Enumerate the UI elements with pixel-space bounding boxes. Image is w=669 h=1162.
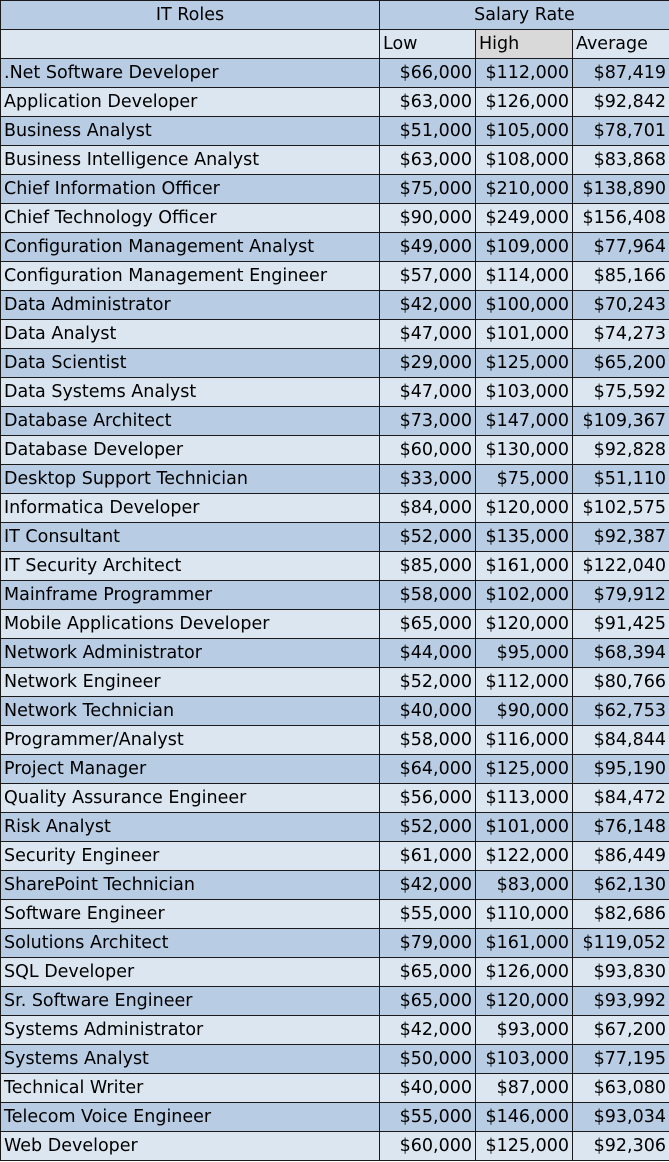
- high-cell: $112,000: [476, 668, 573, 697]
- table-row: [1, 813, 669, 842]
- blank-header-cell: [1, 30, 380, 59]
- average-cell: $93,830: [573, 958, 669, 987]
- average-cell: $86,449: [573, 842, 669, 871]
- high-cell: $130,000: [476, 436, 573, 465]
- low-cell: $40,000: [380, 1074, 476, 1103]
- role-cell: Business Analyst: [1, 117, 380, 146]
- low-cell: $60,000: [380, 1132, 476, 1161]
- role-cell: Business Intelligence Analyst: [1, 146, 380, 175]
- average-cell: $87,419: [573, 59, 669, 88]
- role-cell: Database Architect: [1, 407, 380, 436]
- table-row: [1, 465, 669, 494]
- high-cell: $103,000: [476, 1045, 573, 1074]
- average-cell: $85,166: [573, 262, 669, 291]
- table-row: [1, 204, 669, 233]
- subheader-row: [1, 30, 669, 59]
- role-cell: Programmer/Analyst: [1, 726, 380, 755]
- low-header: Low: [380, 30, 476, 59]
- high-cell: $161,000: [476, 552, 573, 581]
- high-cell: $122,000: [476, 842, 573, 871]
- table-row: [1, 407, 669, 436]
- table-row: [1, 668, 669, 697]
- role-cell: Database Developer: [1, 436, 380, 465]
- role-cell: Software Engineer: [1, 900, 380, 929]
- role-cell: IT Consultant: [1, 523, 380, 552]
- low-cell: $63,000: [380, 88, 476, 117]
- low-cell: $44,000: [380, 639, 476, 668]
- table-row: [1, 59, 669, 88]
- high-cell: $105,000: [476, 117, 573, 146]
- low-cell: $65,000: [380, 987, 476, 1016]
- table-body: [1, 59, 669, 1161]
- low-cell: $61,000: [380, 842, 476, 871]
- role-cell: Chief Information Officer: [1, 175, 380, 204]
- table-row: [1, 842, 669, 871]
- low-cell: $57,000: [380, 262, 476, 291]
- high-cell: $161,000: [476, 929, 573, 958]
- role-cell: Data Administrator: [1, 291, 380, 320]
- low-cell: $47,000: [380, 320, 476, 349]
- role-cell: Data Analyst: [1, 320, 380, 349]
- role-cell: Mobile Applications Developer: [1, 610, 380, 639]
- high-header: High: [476, 30, 573, 59]
- low-cell: $79,000: [380, 929, 476, 958]
- role-cell: Sr. Software Engineer: [1, 987, 380, 1016]
- high-cell: $120,000: [476, 494, 573, 523]
- average-cell: $109,367: [573, 407, 669, 436]
- high-cell: $125,000: [476, 755, 573, 784]
- high-cell: $75,000: [476, 465, 573, 494]
- table-row: [1, 88, 669, 117]
- role-cell: .Net Software Developer: [1, 59, 380, 88]
- high-cell: $146,000: [476, 1103, 573, 1132]
- table-row: [1, 755, 669, 784]
- low-cell: $52,000: [380, 668, 476, 697]
- table-row: [1, 639, 669, 668]
- low-cell: $60,000: [380, 436, 476, 465]
- role-cell: Project Manager: [1, 755, 380, 784]
- table-row: [1, 146, 669, 175]
- high-cell: $95,000: [476, 639, 573, 668]
- table-row: [1, 494, 669, 523]
- low-cell: $65,000: [380, 958, 476, 987]
- average-cell: $67,200: [573, 1016, 669, 1045]
- high-cell: $116,000: [476, 726, 573, 755]
- role-cell: Configuration Management Engineer: [1, 262, 380, 291]
- role-cell: SQL Developer: [1, 958, 380, 987]
- table-row: [1, 175, 669, 204]
- average-cell: $91,425: [573, 610, 669, 639]
- high-cell: $87,000: [476, 1074, 573, 1103]
- low-cell: $65,000: [380, 610, 476, 639]
- high-cell: $210,000: [476, 175, 573, 204]
- average-cell: $65,200: [573, 349, 669, 378]
- table-row: [1, 1074, 669, 1103]
- table-row: [1, 697, 669, 726]
- average-cell: $62,753: [573, 697, 669, 726]
- header-row: [1, 1, 669, 30]
- low-cell: $52,000: [380, 523, 476, 552]
- low-cell: $42,000: [380, 291, 476, 320]
- average-cell: $93,992: [573, 987, 669, 1016]
- table-row: [1, 958, 669, 987]
- high-cell: $100,000: [476, 291, 573, 320]
- table-row: [1, 1045, 669, 1074]
- role-cell: Solutions Architect: [1, 929, 380, 958]
- role-cell: Data Systems Analyst: [1, 378, 380, 407]
- average-cell: $74,273: [573, 320, 669, 349]
- low-cell: $63,000: [380, 146, 476, 175]
- high-cell: $125,000: [476, 1132, 573, 1161]
- high-cell: $249,000: [476, 204, 573, 233]
- table-row: [1, 320, 669, 349]
- role-cell: Application Developer: [1, 88, 380, 117]
- table-row: [1, 349, 669, 378]
- average-cell: $77,964: [573, 233, 669, 262]
- high-cell: $93,000: [476, 1016, 573, 1045]
- average-cell: $102,575: [573, 494, 669, 523]
- high-cell: $126,000: [476, 88, 573, 117]
- high-cell: $103,000: [476, 378, 573, 407]
- table-row: [1, 1016, 669, 1045]
- average-cell: $62,130: [573, 871, 669, 900]
- average-cell: $84,844: [573, 726, 669, 755]
- low-cell: $73,000: [380, 407, 476, 436]
- role-cell: IT Security Architect: [1, 552, 380, 581]
- high-cell: $125,000: [476, 349, 573, 378]
- table-row: [1, 784, 669, 813]
- table-row: [1, 987, 669, 1016]
- average-cell: $80,766: [573, 668, 669, 697]
- table-row: [1, 1103, 669, 1132]
- average-cell: $84,472: [573, 784, 669, 813]
- high-cell: $135,000: [476, 523, 573, 552]
- role-cell: Technical Writer: [1, 1074, 380, 1103]
- high-cell: $114,000: [476, 262, 573, 291]
- low-cell: $75,000: [380, 175, 476, 204]
- low-cell: $49,000: [380, 233, 476, 262]
- high-cell: $83,000: [476, 871, 573, 900]
- table-row: [1, 871, 669, 900]
- low-cell: $42,000: [380, 1016, 476, 1045]
- table-row: [1, 523, 669, 552]
- role-cell: Chief Technology Officer: [1, 204, 380, 233]
- table-row: [1, 436, 669, 465]
- high-cell: $102,000: [476, 581, 573, 610]
- average-cell: $119,052: [573, 929, 669, 958]
- table-row: [1, 262, 669, 291]
- table-row: [1, 233, 669, 262]
- average-cell: $83,868: [573, 146, 669, 175]
- table-row: [1, 552, 669, 581]
- average-cell: $51,110: [573, 465, 669, 494]
- table-row: [1, 581, 669, 610]
- role-cell: SharePoint Technician: [1, 871, 380, 900]
- low-cell: $84,000: [380, 494, 476, 523]
- high-cell: $109,000: [476, 233, 573, 262]
- high-cell: $110,000: [476, 900, 573, 929]
- average-cell: $75,592: [573, 378, 669, 407]
- high-cell: $113,000: [476, 784, 573, 813]
- high-cell: $101,000: [476, 813, 573, 842]
- average-cell: $92,842: [573, 88, 669, 117]
- low-cell: $50,000: [380, 1045, 476, 1074]
- low-cell: $64,000: [380, 755, 476, 784]
- low-cell: $47,000: [380, 378, 476, 407]
- role-cell: Telecom Voice Engineer: [1, 1103, 380, 1132]
- average-cell: $95,190: [573, 755, 669, 784]
- average-cell: $92,306: [573, 1132, 669, 1161]
- role-cell: Desktop Support Technician: [1, 465, 380, 494]
- average-cell: $138,890: [573, 175, 669, 204]
- average-cell: $79,912: [573, 581, 669, 610]
- table-row: [1, 378, 669, 407]
- average-cell: $63,080: [573, 1074, 669, 1103]
- average-cell: $77,195: [573, 1045, 669, 1074]
- table-row: [1, 726, 669, 755]
- role-cell: Security Engineer: [1, 842, 380, 871]
- average-cell: $78,701: [573, 117, 669, 146]
- low-cell: $33,000: [380, 465, 476, 494]
- low-cell: $90,000: [380, 204, 476, 233]
- low-cell: $66,000: [380, 59, 476, 88]
- average-cell: $92,387: [573, 523, 669, 552]
- high-cell: $120,000: [476, 987, 573, 1016]
- low-cell: $58,000: [380, 726, 476, 755]
- high-cell: $90,000: [476, 697, 573, 726]
- role-cell: Systems Analyst: [1, 1045, 380, 1074]
- high-cell: $126,000: [476, 958, 573, 987]
- high-cell: $108,000: [476, 146, 573, 175]
- table-row: [1, 900, 669, 929]
- role-cell: Network Administrator: [1, 639, 380, 668]
- role-cell: Mainframe Programmer: [1, 581, 380, 610]
- roles-header: IT Roles: [1, 1, 380, 30]
- table-row: [1, 1132, 669, 1161]
- low-cell: $40,000: [380, 697, 476, 726]
- average-cell: $76,148: [573, 813, 669, 842]
- average-cell: $92,828: [573, 436, 669, 465]
- salary-rate-header: Salary Rate: [380, 1, 669, 30]
- high-cell: $120,000: [476, 610, 573, 639]
- role-cell: Network Technician: [1, 697, 380, 726]
- low-cell: $58,000: [380, 581, 476, 610]
- role-cell: Web Developer: [1, 1132, 380, 1161]
- average-cell: $68,394: [573, 639, 669, 668]
- high-cell: $101,000: [476, 320, 573, 349]
- average-header: Average: [573, 30, 669, 59]
- table-row: [1, 610, 669, 639]
- table-row: [1, 929, 669, 958]
- low-cell: $29,000: [380, 349, 476, 378]
- average-cell: $93,034: [573, 1103, 669, 1132]
- table-row: [1, 117, 669, 146]
- low-cell: $85,000: [380, 552, 476, 581]
- average-cell: $122,040: [573, 552, 669, 581]
- role-cell: Network Engineer: [1, 668, 380, 697]
- low-cell: $51,000: [380, 117, 476, 146]
- high-cell: $112,000: [476, 59, 573, 88]
- average-cell: $156,408: [573, 204, 669, 233]
- role-cell: Configuration Management Analyst: [1, 233, 380, 262]
- low-cell: $42,000: [380, 871, 476, 900]
- low-cell: $56,000: [380, 784, 476, 813]
- low-cell: $55,000: [380, 900, 476, 929]
- role-cell: Risk Analyst: [1, 813, 380, 842]
- average-cell: $82,686: [573, 900, 669, 929]
- role-cell: Quality Assurance Engineer: [1, 784, 380, 813]
- role-cell: Informatica Developer: [1, 494, 380, 523]
- role-cell: Data Scientist: [1, 349, 380, 378]
- average-cell: $70,243: [573, 291, 669, 320]
- low-cell: $55,000: [380, 1103, 476, 1132]
- role-cell: Systems Administrator: [1, 1016, 380, 1045]
- table-row: [1, 291, 669, 320]
- low-cell: $52,000: [380, 813, 476, 842]
- high-cell: $147,000: [476, 407, 573, 436]
